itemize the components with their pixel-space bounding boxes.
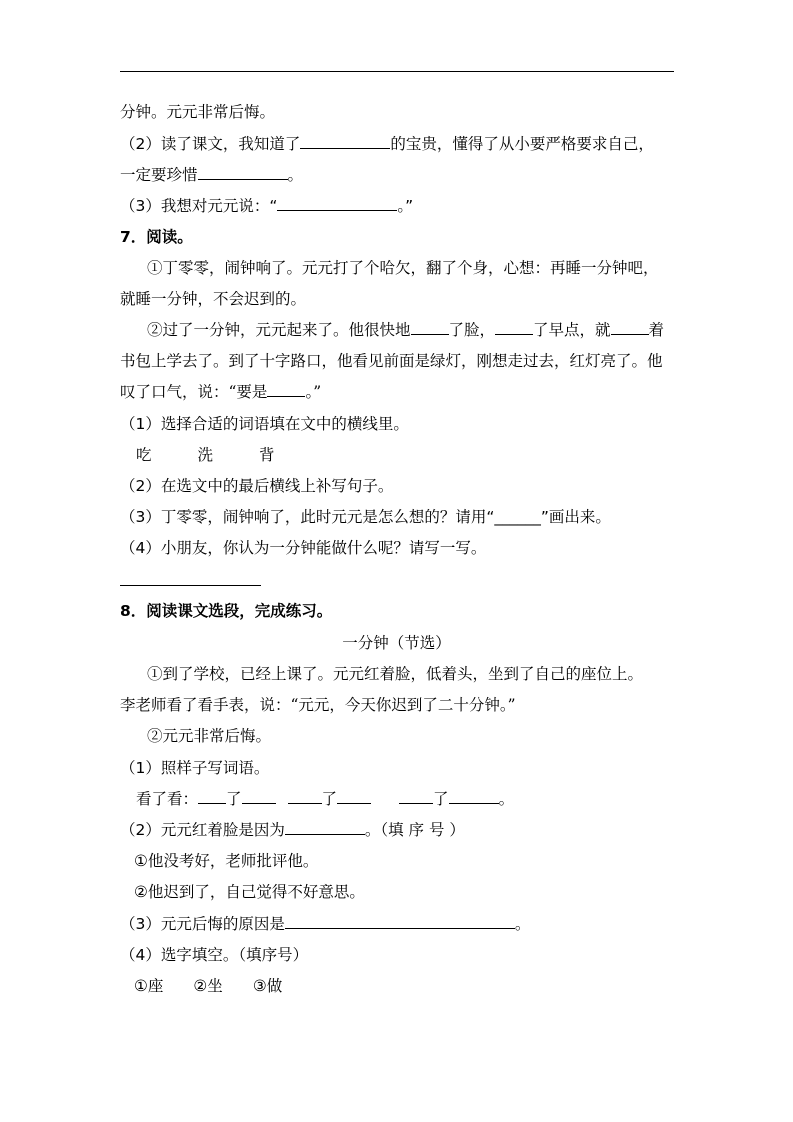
answer-blank[interactable] (337, 789, 371, 804)
answer-blank[interactable] (495, 320, 533, 335)
answer-blank[interactable] (399, 789, 433, 804)
answer-blank[interactable] (198, 165, 288, 180)
paragraph-2-end (120, 382, 321, 402)
paragraph-1-cont: 李老师看了看手表，说：“元元，今天你迟到了二十分钟。” (120, 696, 516, 714)
option-1: ①他没考好，老师批评他。 (134, 852, 319, 870)
question-2: （2）在选文中的最后横线上补写句子。 (120, 477, 394, 495)
example-char: 了 (226, 790, 242, 808)
answer-blank[interactable] (285, 914, 515, 929)
paragraph-text: 叹了口气，说：“要是 (120, 383, 268, 401)
question-3 (120, 196, 413, 216)
question-2-cont (120, 165, 303, 185)
section-7-title: 7．阅读。 (120, 228, 193, 246)
question-2 (120, 820, 465, 840)
paragraph-1-cont: 就睡一分钟，不会迟到的。 (120, 290, 307, 308)
choice-option: ②坐 (193, 977, 223, 995)
underline-mark: ______ (494, 508, 541, 526)
paragraph-2 (147, 320, 664, 340)
answer-blank[interactable] (242, 789, 276, 804)
answer-blank[interactable] (267, 382, 305, 397)
question-1: （1）选择合适的词语填在文中的横线里。 (120, 415, 409, 433)
question-4: （4）小朋友，你认为一分钟能做什么呢？请写一写。 (120, 539, 487, 557)
header-rule (120, 71, 674, 72)
paragraph-text: 着 (648, 321, 665, 339)
question-text: （3）元元后悔的原因是 (120, 915, 285, 933)
choice-option: ③做 (252, 977, 283, 995)
question-text: 。（填 序 号 ） (364, 821, 465, 839)
char-choices (134, 976, 282, 996)
answer-blank[interactable] (277, 196, 397, 211)
paragraph-1: ①到了学校，已经上课了。元元红着脸，低着头，坐到了自己的座位上。 (147, 665, 644, 683)
question-2 (120, 134, 654, 154)
answer-blank[interactable] (198, 789, 226, 804)
question-text: （2）读了课文，我知道了 (120, 135, 301, 153)
answer-line[interactable] (120, 585, 261, 586)
question-4: （4）选字填空。（填序号） (120, 946, 309, 964)
paragraph-text: ②过了一分钟，元元起来了。他很快地 (147, 321, 411, 339)
question-text: （2）元元红着脸是因为 (120, 821, 285, 839)
section-8-title: 8．阅读课文选段，完成练习。 (120, 602, 333, 620)
word-option: 洗 (197, 446, 214, 464)
question-3 (120, 507, 611, 527)
question-text: （3）我想对元元说：“ (120, 197, 278, 215)
question-text: 。 (514, 915, 531, 933)
example-char: 了 (321, 790, 338, 808)
paragraph-2: ②元元非常后悔。 (147, 727, 272, 745)
word-option: 吃 (136, 446, 152, 464)
answer-blank[interactable] (449, 789, 499, 804)
paragraph-1: ①丁零零，闹钟响了。元元打了个哈欠，翻了个身，心想：再睡一分钟吧， (147, 259, 659, 277)
paragraph-2-cont: 书包上学去了。到了十字路口，他看见前面是绿灯，刚想走过去，红灯亮了。他 (120, 352, 663, 370)
question-3 (120, 914, 530, 934)
answer-blank[interactable] (300, 134, 390, 149)
paragraph-text: 了脸， (448, 321, 496, 339)
paragraph-text: 。” (305, 383, 322, 401)
question-1: （1）照样子写词语。 (120, 759, 270, 777)
answer-blank[interactable] (285, 820, 365, 835)
text-line: 分钟。元元非常后悔。 (120, 103, 276, 121)
answer-blank[interactable] (288, 789, 322, 804)
passage-title: 一分钟（节选） (342, 634, 451, 652)
word-option: 背 (259, 446, 275, 464)
question-text: 一定要珍惜 (120, 166, 198, 184)
question-text: ”画出来。 (540, 508, 611, 526)
question-text: （3）丁零零，闹钟响了，此时元元是怎么想的？请用“ (120, 508, 495, 526)
question-text: 的宝贵，懂得了从小要严格要求自己， (390, 135, 654, 153)
example-char: 。 (498, 790, 515, 808)
example-char: 了 (433, 790, 449, 808)
paragraph-text: 了早点，就 (533, 321, 611, 339)
option-2: ②他迟到了，自己觉得不好意思。 (134, 883, 365, 901)
question-text: 。” (397, 197, 414, 215)
question-text: 。 (287, 166, 304, 184)
word-example (136, 789, 514, 809)
answer-blank[interactable] (411, 320, 449, 335)
answer-blank[interactable] (611, 320, 649, 335)
word-options (136, 445, 275, 465)
example-label: 看了看： (136, 790, 199, 808)
choice-option: ①座 (134, 977, 164, 995)
